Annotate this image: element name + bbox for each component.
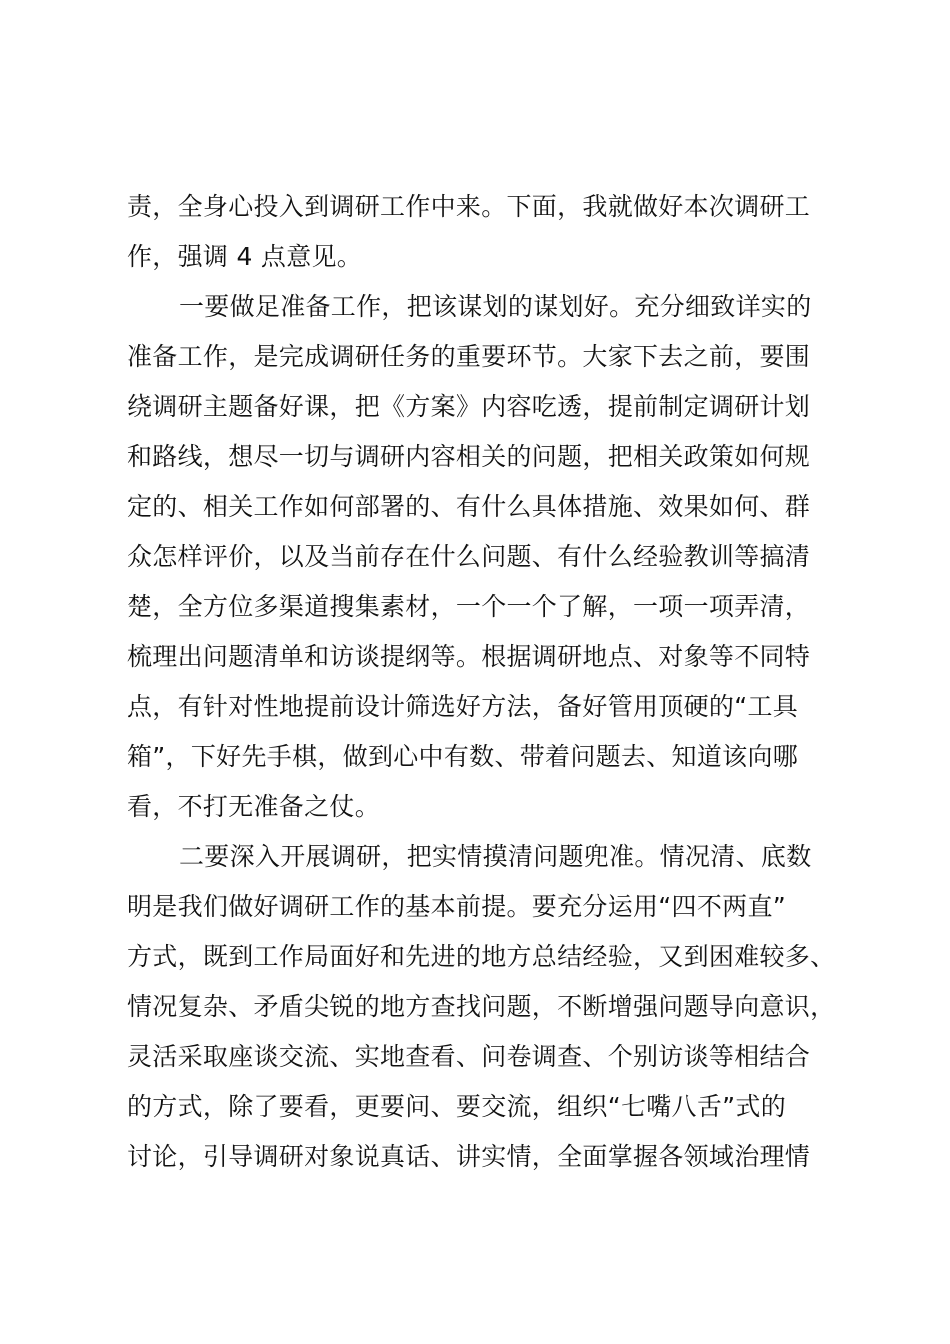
document-body bbox=[127, 182, 847, 1182]
text-line: 责，全身心投入到调研工作中来。下面，我就做好本次调研工 bbox=[127, 192, 811, 221]
text-line: 定的、相关工作如何部署的、有什么具体措施、效果如何、群 bbox=[127, 492, 811, 521]
text-line: 二要深入开展调研，把实情摸清问题兜准。情况清、底数 bbox=[179, 842, 812, 871]
text-line: 箱”，下好先手棋，做到心中有数、带着问题去、知道该向哪 bbox=[127, 742, 799, 771]
text-line: 情况复杂、矛盾尖锐的地方查找问题，不断增强问题导向意识， bbox=[127, 992, 836, 1021]
text-line: 的方式，除了要看，更要问、要交流，组织“七嘴八舌”式的 bbox=[127, 1092, 787, 1121]
text-line: 方式，既到工作局面好和先进的地方总结经验，又到困难较多、 bbox=[127, 942, 836, 971]
text-line: 点，有针对性地提前设计筛选好方法，备好管用顶硬的“工具 bbox=[127, 692, 799, 721]
text-line: 准备工作，是完成调研任务的重要环节。大家下去之前，要围 bbox=[127, 342, 811, 371]
text-line: 讨论，引导调研对象说真话、讲实情，全面掌握各领域治理情 bbox=[127, 1142, 811, 1171]
text-line: 看，不打无准备之仗。 bbox=[127, 792, 381, 821]
text-line: 绕调研主题备好课，把《方案》内容吃透，提前制定调研计划 bbox=[127, 392, 811, 421]
text-line: 众怎样评价，以及当前存在什么问题、有什么经验教训等搞清 bbox=[127, 542, 811, 571]
text-line: 一要做足准备工作，把该谋划的谋划好。充分细致详实的 bbox=[179, 292, 812, 321]
text-line: 明是我们做好调研工作的基本前提。要充分运用“四不两直” bbox=[127, 892, 787, 921]
text-line: 和路线，想尽一切与调研内容相关的问题，把相关政策如何规 bbox=[127, 442, 811, 471]
text-line: 楚，全方位多渠道搜集素材，一个一个了解，一项一项弄清， bbox=[127, 592, 811, 621]
text-line: 作，强调 4 点意见。 bbox=[127, 242, 363, 271]
text-line: 梳理出问题清单和访谈提纲等。根据调研地点、对象等不同特 bbox=[127, 642, 811, 671]
text-line: 灵活采取座谈交流、实地查看、问卷调查、个别访谈等相结合 bbox=[127, 1042, 811, 1071]
